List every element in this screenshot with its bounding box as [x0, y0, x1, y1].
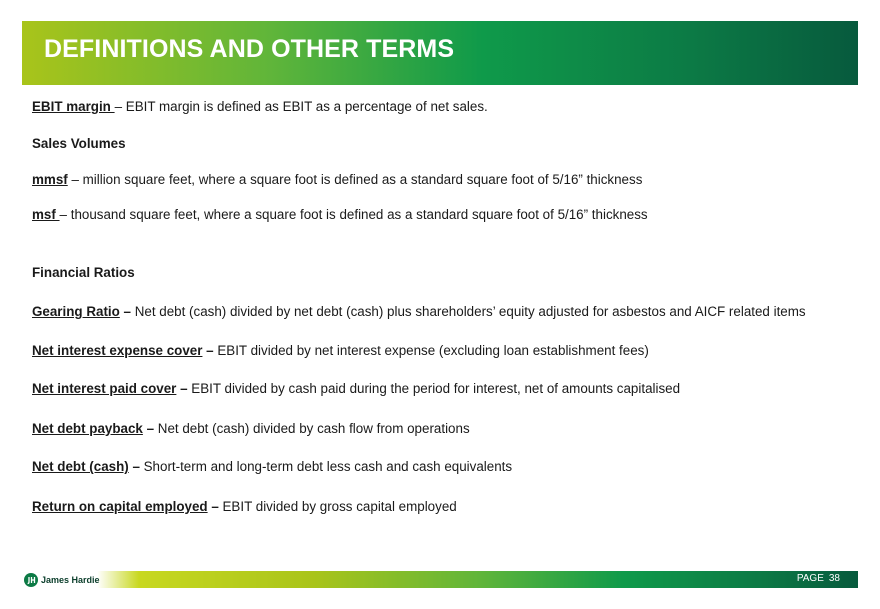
definition-text: Short-term and long-term debt less cash and cash equivalents [139, 459, 513, 474]
separator: – [59, 207, 67, 222]
term-net-debt-cash: Net debt (cash) [32, 459, 129, 474]
definition-mmsf [32, 171, 642, 189]
logo-mark-icon [24, 573, 38, 587]
definition-return-on-capital-employed [32, 498, 457, 516]
page-title: DEFINITIONS AND OTHER TERMS [44, 35, 455, 63]
footer-bar [22, 571, 858, 588]
definition-text: EBIT divided by gross capital employed [218, 499, 457, 514]
definition-text: million square feet, where a square foot is defined as a standard square foot of 5/16” thickness [78, 172, 643, 187]
definition-net-interest-expense-cover [32, 342, 649, 360]
term-return-on-capital-employed: Return on capital employed [32, 499, 208, 514]
term-net-debt-payback: Net debt payback [32, 421, 143, 436]
section-heading-financial-ratios: Financial Ratios [32, 265, 135, 280]
separator: – [176, 381, 188, 396]
definition-text: thousand square feet, where a square foot is defined as a standard square foot of 5/16” thickness [67, 207, 648, 222]
definition-net-interest-paid-cover [32, 380, 680, 398]
definition-text: EBIT divided by net interest expense (excluding loan establishment fees) [213, 343, 649, 358]
james-hardie-logo [24, 572, 100, 587]
separator: – [114, 99, 123, 114]
definition-ebit-margin [32, 98, 488, 116]
definition-text: EBIT margin is defined as EBIT as a percentage of net sales. [122, 99, 488, 114]
term-ebit-margin: EBIT margin [32, 99, 115, 114]
definition-msf [32, 206, 648, 224]
term-net-interest-paid-cover: Net interest paid cover [32, 381, 177, 396]
separator: – [119, 304, 131, 319]
separator: – [207, 499, 219, 514]
separator: – [202, 343, 214, 358]
separator: – [67, 172, 79, 187]
term-net-interest-expense-cover: Net interest expense cover [32, 343, 203, 358]
definition-net-debt-cash [32, 458, 512, 476]
term-msf: msf [32, 207, 60, 222]
section-heading-sales-volumes: Sales Volumes [32, 136, 126, 151]
logo-text: James Hardie [41, 574, 100, 585]
page-number-label [797, 573, 840, 584]
page-number: 38 [828, 573, 840, 584]
page-label-text: PAGE [796, 573, 824, 584]
definition-text: EBIT divided by cash paid during the period for interest, net of amounts capitalised [187, 381, 681, 396]
term-gearing-ratio: Gearing Ratio [32, 304, 120, 319]
separator: – [128, 459, 140, 474]
term-mmsf: mmsf [32, 172, 68, 187]
definition-text: Net debt (cash) divided by cash flow from operations [154, 421, 470, 436]
header-bar [22, 21, 858, 85]
definition-gearing-ratio [32, 303, 806, 321]
definition-text: Net debt (cash) divided by net debt (cash) plus shareholders’ equity adjusted for asbestos and AICF related items [130, 304, 806, 319]
definition-net-debt-payback [32, 420, 470, 438]
separator: – [142, 421, 155, 436]
